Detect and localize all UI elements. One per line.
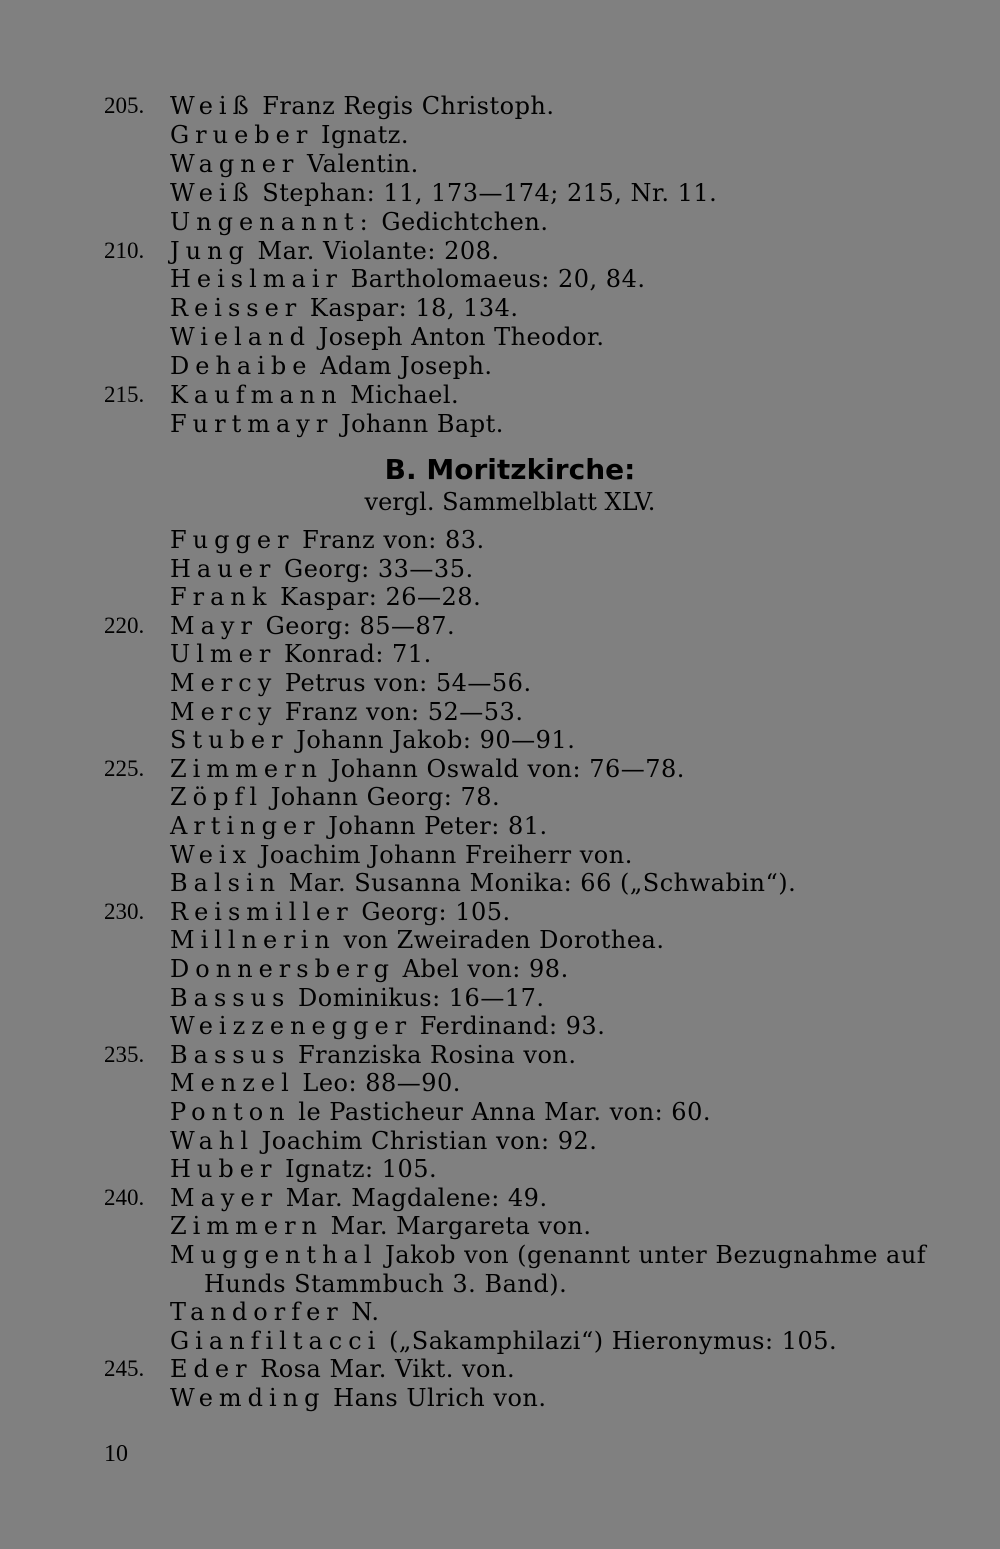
entry-details: Johann Bapt. [340,409,504,438]
entry-surname: Ungenannt: [170,207,374,236]
entry-number: 230. [104,898,145,924]
entry-text [170,555,474,583]
entry-surname: Reisser [170,294,303,323]
entry-details: Dominikus: 16—17. [298,983,545,1012]
entry-surname: Furtmayr [170,409,334,438]
list-item [0,1241,1000,1269]
list-item [0,869,1000,897]
entry-surname: Tandorfer [170,1298,344,1327]
entry-surname: Huber [170,1155,278,1184]
list-item [0,1298,1000,1326]
entry-text [170,898,511,926]
list-item [0,121,1000,149]
list-item [0,1327,1000,1355]
list-item [0,669,1000,697]
entry-text [170,294,519,322]
list-item [0,755,1000,783]
entry-surname: Stuber [170,726,289,755]
entry-text [170,265,645,293]
entry-surname: Bassus [170,1040,291,1069]
entry-text [170,1098,711,1126]
entry-details: Joachim Christian von: 92. [261,1126,598,1155]
list-item [0,526,1000,554]
entry-surname: Weiß [170,92,255,120]
entry-number: 205. [104,93,145,118]
entry-details: Konrad: 71. [283,640,432,669]
entry-details: Georg: 33—35. [284,554,474,583]
entry-details: Jakob von (genannt unter Bezugnahme auf [385,1241,927,1269]
entry-surname: Kaufmann [170,381,343,409]
list-item [0,1127,1000,1155]
entry-details: („Sakamphilazi“) Hieronymus: 105. [389,1326,838,1355]
entry-details: Franz Regis Christoph. [262,92,555,120]
entry-surname: Ulmer [170,640,277,669]
entry-text [170,783,500,811]
entry-details: Johann Jakob: 90—91. [296,726,576,755]
entry-text [170,1012,605,1040]
entry-details: von Zweiraden Dorothea. [343,926,665,955]
list-item [0,812,1000,840]
list-item [0,410,1000,438]
entry-surname: Ponton [170,1098,291,1126]
entry-text [170,698,523,726]
entry-details: Mar. Susanna Monika: 66 („Schwabin“). [288,869,797,898]
entry-details: Michael. [350,381,460,409]
entry-text [170,92,555,120]
list-item [0,237,1000,265]
entry-text [170,1327,837,1355]
list-item [0,783,1000,811]
entry-details: Leo: 88—90. [302,1069,461,1098]
entry-surname: Donnersberg [170,955,395,983]
entry-surname: Weiß [170,178,255,207]
entry-surname: Jung [170,236,250,265]
entry-surname: Balsin [170,869,282,898]
entry-text [170,526,485,554]
entry-details: Mar. Margareta von. [330,1212,592,1241]
entry-text [170,1041,577,1069]
entry-details: Abel von: 98. [402,955,569,983]
entry-number: 215. [104,382,145,407]
entry-details: Franz von: 52—53. [284,697,524,726]
list-item [0,898,1000,926]
entry-text [170,121,409,149]
list-item [0,150,1000,178]
entry-surname: Zöpfl [170,783,264,812]
entry-details: Ferdinand: 93. [419,1012,606,1041]
entry-text [170,1069,461,1097]
entry-text [170,1127,597,1155]
entry-details: Kaspar: 26—28. [280,583,482,612]
list-item [0,1355,1000,1383]
entry-details: Hunds Stammbuch 3. Band). [204,1269,568,1298]
entry-details: Bartholomaeus: 20, 84. [350,265,646,294]
list-item [0,612,1000,640]
entry-details: Joachim Johann Freiherr von. [259,840,633,869]
entry-text [170,1184,548,1212]
entry-surname: Wieland [170,323,311,352]
entry-text [170,869,796,897]
entry-details: Johann Peter: 81. [328,812,548,840]
entry-details: Mar. Magdalene: 49. [285,1183,548,1212]
entry-surname: Eder [170,1355,253,1384]
entry-number: 240. [104,1184,145,1210]
entry-text [170,583,481,611]
entry-surname: Mercy [170,697,278,726]
entry-details: le Pasticheur Anna Mar. von: 60. [298,1098,711,1126]
entry-details: Kaspar: 18, 134. [309,294,519,323]
entry-text [170,1355,515,1383]
list-item [0,1012,1000,1040]
list-item [0,555,1000,583]
entry-text [170,323,604,351]
entry-surname: Frank [170,583,273,612]
entry-text [170,926,665,954]
entry-surname: Wemding [170,1384,326,1412]
entry-surname: Artinger [170,812,321,840]
entry-surname: Reismiller [170,897,354,926]
entry-details: Hans Ulrich von. [333,1384,547,1412]
list-item [0,381,1000,409]
entry-text [170,640,432,668]
entry-surname: Gianfiltacci [170,1326,382,1355]
list-item [0,841,1000,869]
list-item [0,294,1000,322]
entry-details: Joseph Anton Theodor. [318,323,605,352]
entry-details: Ignatz: 105. [285,1155,438,1184]
entry-details: Johann Georg: 78. [270,783,501,812]
entry-details: Ignatz. [320,120,410,149]
entry-surname: Wahl [170,1126,255,1155]
list-item [0,1184,1000,1212]
entry-text [170,955,569,983]
entry-surname: Mayer [170,1183,279,1212]
entry-number: 225. [104,755,145,781]
entry-surname: Weizzenegger [170,1012,413,1041]
entry-text [170,984,545,1012]
section-b-subheading: vergl. Sammelblatt XLV. [364,488,656,516]
entry-text [170,1212,592,1240]
entry-text [170,150,419,178]
list-item [0,1270,1000,1298]
entry-surname: Zimmern [170,754,323,783]
entry-text [170,755,685,783]
list-item [0,1041,1000,1069]
entry-surname: Menzel [170,1069,295,1098]
list-item [0,926,1000,954]
entry-text [170,612,455,640]
entry-surname: Grueber [170,120,314,149]
entry-surname: Bassus [170,983,291,1012]
entry-surname: Muggenthal [170,1241,378,1269]
list-item [0,323,1000,351]
entry-details: Stephan: 11, 173—174; 215, Nr. 11. [262,178,718,207]
list-item [0,640,1000,668]
list-item [0,208,1000,236]
entry-surname: Mercy [170,669,278,697]
entry-text [204,1270,567,1298]
list-item [0,698,1000,726]
entry-details: N. [351,1298,380,1327]
entry-number: 210. [104,237,145,263]
entry-details: Georg: 105. [361,897,511,926]
page-number: 10 [104,1441,128,1467]
entry-surname: Mayr [170,611,258,640]
entry-details: Johann Oswald von: 76—78. [330,754,685,783]
list-item [0,179,1000,207]
list-item [0,1212,1000,1240]
entry-number: 245. [104,1356,145,1382]
entry-surname: Zimmern [170,1212,323,1241]
entry-number: 235. [104,1041,145,1067]
entry-text [170,381,459,409]
entry-text [170,1241,926,1269]
entry-text [170,208,548,236]
section-b-heading: B. Moritzkirche: [384,453,636,486]
entry-surname: Heislmair [170,265,344,294]
list-item [0,726,1000,754]
entry-details: Franz von: 83. [302,526,485,554]
entry-surname: Dehaibe [170,352,313,381]
entry-details: Gedichtchen. [381,207,549,236]
entry-text [170,1155,437,1183]
entry-surname: Millnerin [170,926,336,955]
list-item [0,1069,1000,1097]
list-item [0,265,1000,293]
entry-text [170,726,575,754]
list-item [0,1098,1000,1126]
entry-details: Petrus von: 54—56. [284,669,532,697]
list-item [0,1155,1000,1183]
entry-text [170,237,500,265]
list-item [0,92,1000,120]
entry-number: 220. [104,612,145,638]
list-item [0,955,1000,983]
list-item [0,352,1000,380]
entry-text [170,1384,546,1412]
entry-text [170,410,504,438]
entry-text [170,812,548,840]
entry-text [170,841,633,869]
entry-details: Georg: 85—87. [265,611,456,640]
entry-details: Rosa Mar. Vikt. von. [260,1355,516,1384]
entry-surname: Wagner [170,149,300,178]
entry-surname: Hauer [170,554,277,583]
list-item [0,1384,1000,1412]
entry-surname: Weix [170,840,253,869]
entry-details: Valentin. [307,149,419,178]
entry-text [170,1298,380,1326]
entry-details: Mar. Violante: 208. [257,236,500,265]
entry-details: Adam Joseph. [320,352,493,381]
list-item [0,984,1000,1012]
entry-text [170,352,493,380]
entry-details: Franziska Rosina von. [298,1040,577,1069]
list-item [0,583,1000,611]
entry-surname: Fugger [170,526,295,554]
entry-text [170,669,532,697]
entry-text [170,179,717,207]
